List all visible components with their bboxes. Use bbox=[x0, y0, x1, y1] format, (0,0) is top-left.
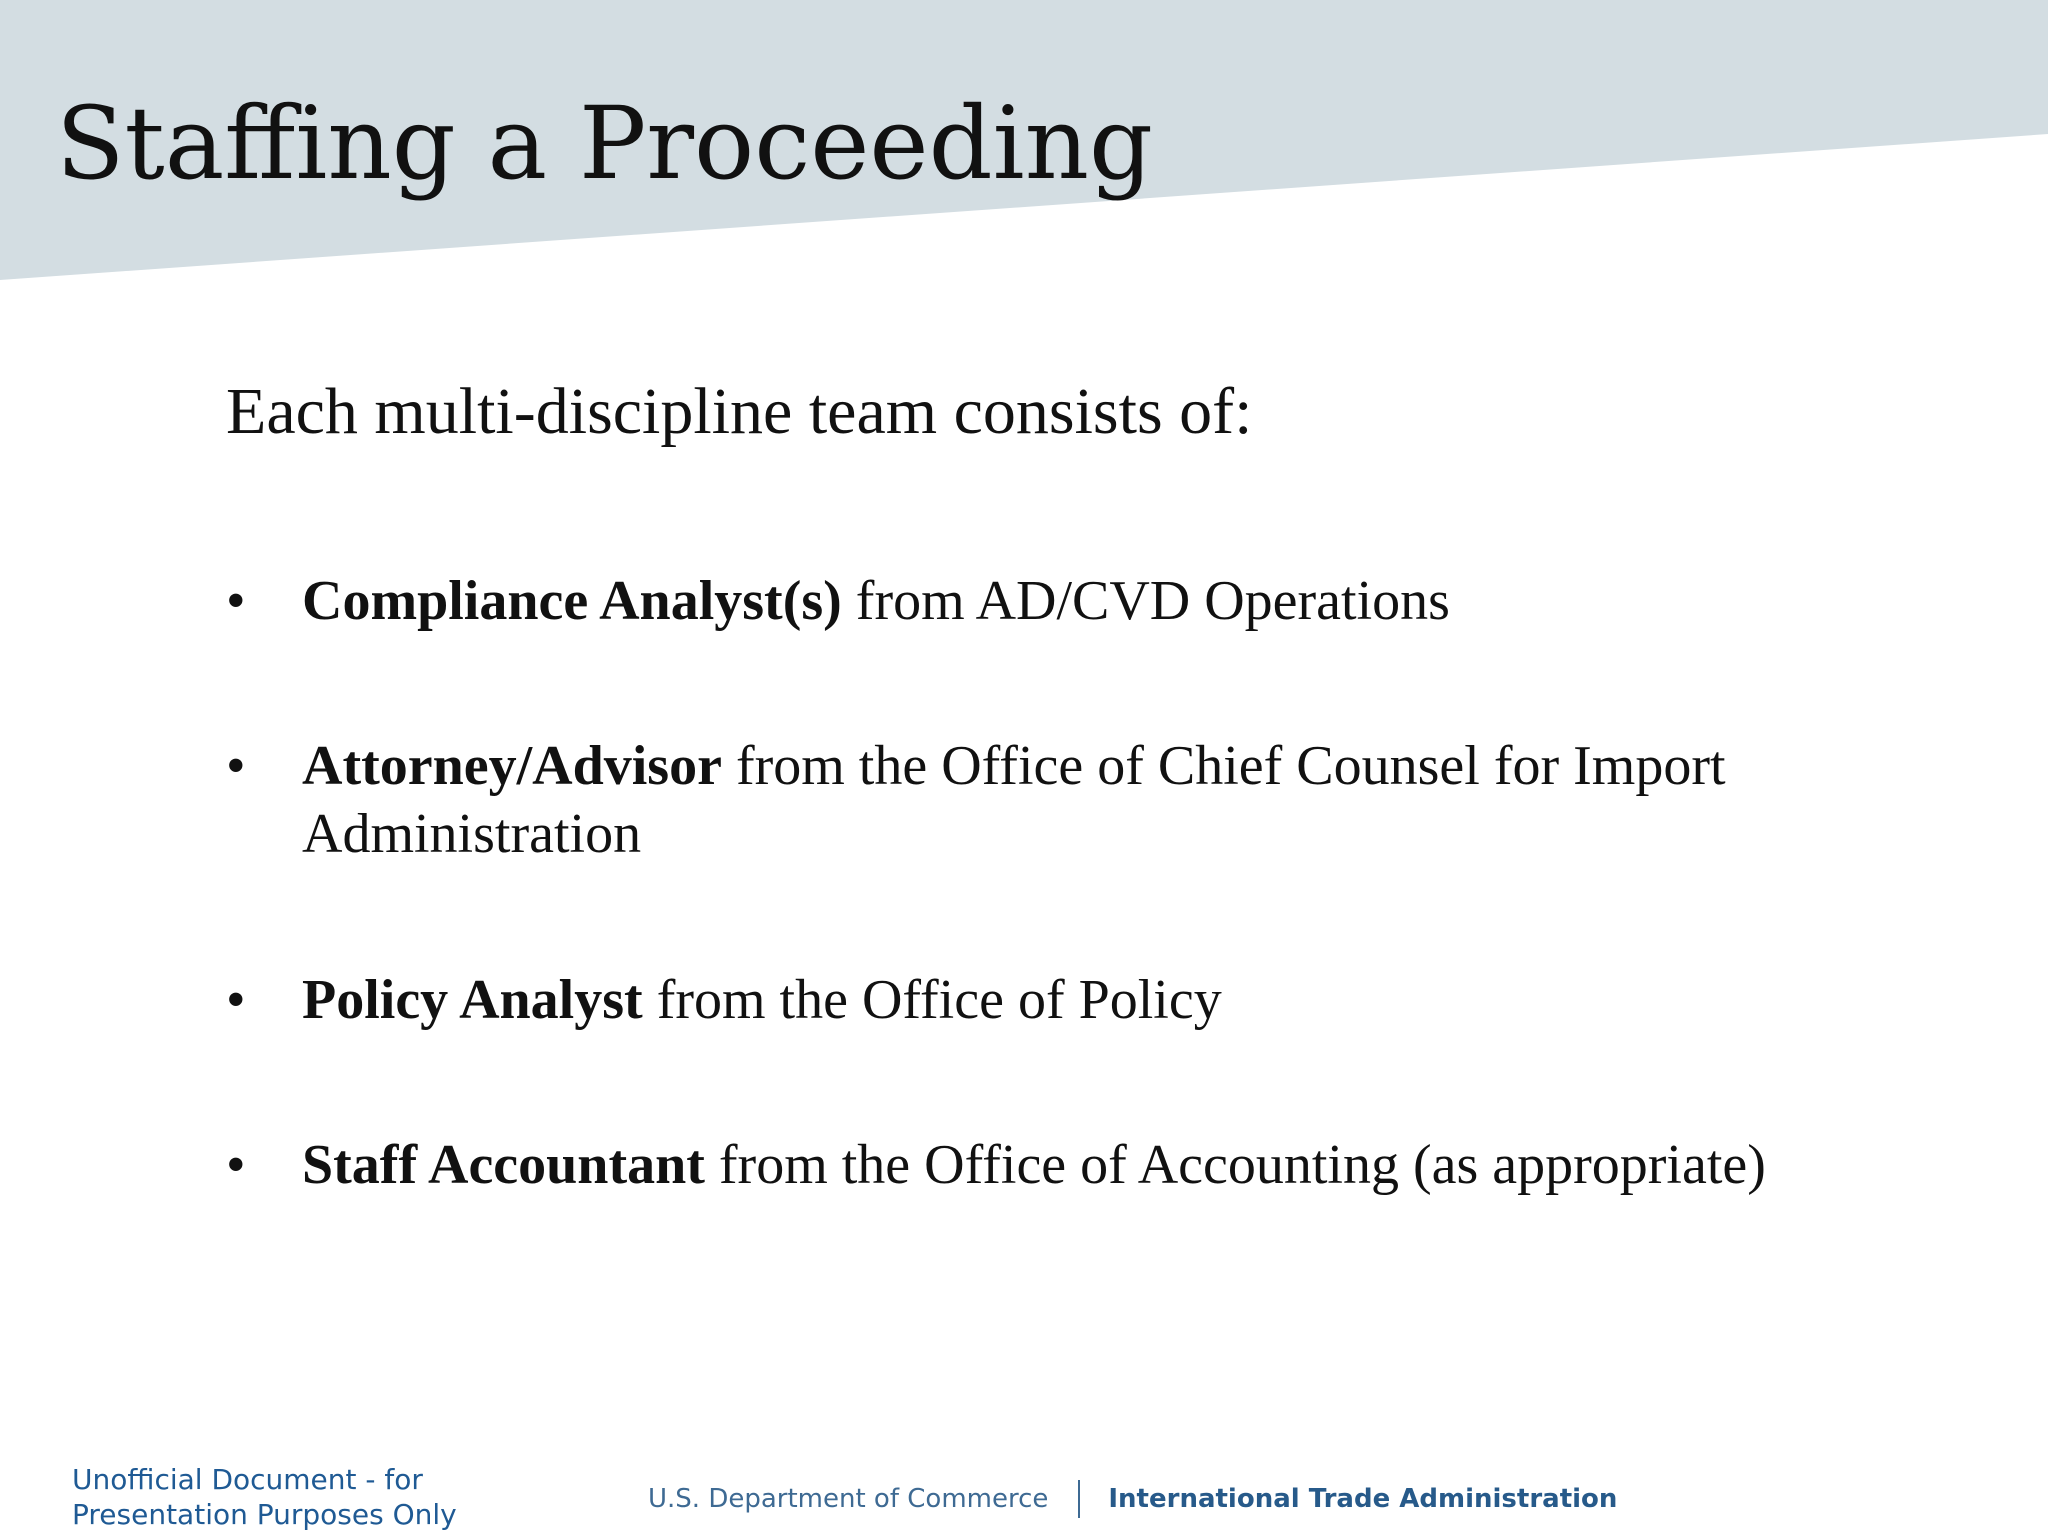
bullet-role: Attorney/Advisor bbox=[302, 735, 722, 797]
agency-name: International Trade Administration bbox=[1108, 1484, 1618, 1514]
bullet-description: from the Office of Chief Counsel for Import Administration bbox=[302, 735, 1726, 865]
bullet-text bbox=[302, 966, 2006, 1034]
bullet-text bbox=[302, 1131, 2006, 1199]
bullet-role: Policy Analyst bbox=[302, 969, 643, 1031]
intro-text: Each multi-discipline team consists of: bbox=[226, 375, 1253, 448]
bullet-text bbox=[302, 732, 2006, 868]
disclaimer bbox=[72, 1462, 457, 1532]
disclaimer-line: Presentation Purposes Only bbox=[72, 1498, 457, 1531]
bullet-role: Staff Accountant bbox=[302, 1134, 705, 1196]
bullet-dot: • bbox=[226, 969, 246, 1031]
bullet-description: from AD/CVD Operations bbox=[841, 570, 1450, 632]
bullet-text bbox=[302, 567, 2006, 635]
bullet-description: from the Office of Policy bbox=[642, 969, 1222, 1031]
bullet-description: from the Office of Accounting (as appropriate) bbox=[704, 1134, 1766, 1196]
slide-title: Staffing a Proceeding bbox=[56, 85, 1154, 202]
department-name: U.S. Department of Commerce bbox=[648, 1484, 1049, 1514]
bullet-item bbox=[226, 1131, 2006, 1199]
bullet-role: Compliance Analyst(s) bbox=[302, 570, 842, 632]
bullet-item bbox=[226, 732, 2006, 868]
bullet-item bbox=[226, 567, 2006, 635]
bullet-item bbox=[226, 966, 2006, 1034]
brand-divider bbox=[1078, 1480, 1080, 1518]
disclaimer-line: Unofficial Document - for bbox=[72, 1463, 423, 1496]
bullet-dot: • bbox=[226, 735, 246, 797]
bullet-dot: • bbox=[226, 570, 246, 632]
bullet-dot: • bbox=[226, 1134, 246, 1196]
footer-brand bbox=[648, 1478, 1617, 1520]
